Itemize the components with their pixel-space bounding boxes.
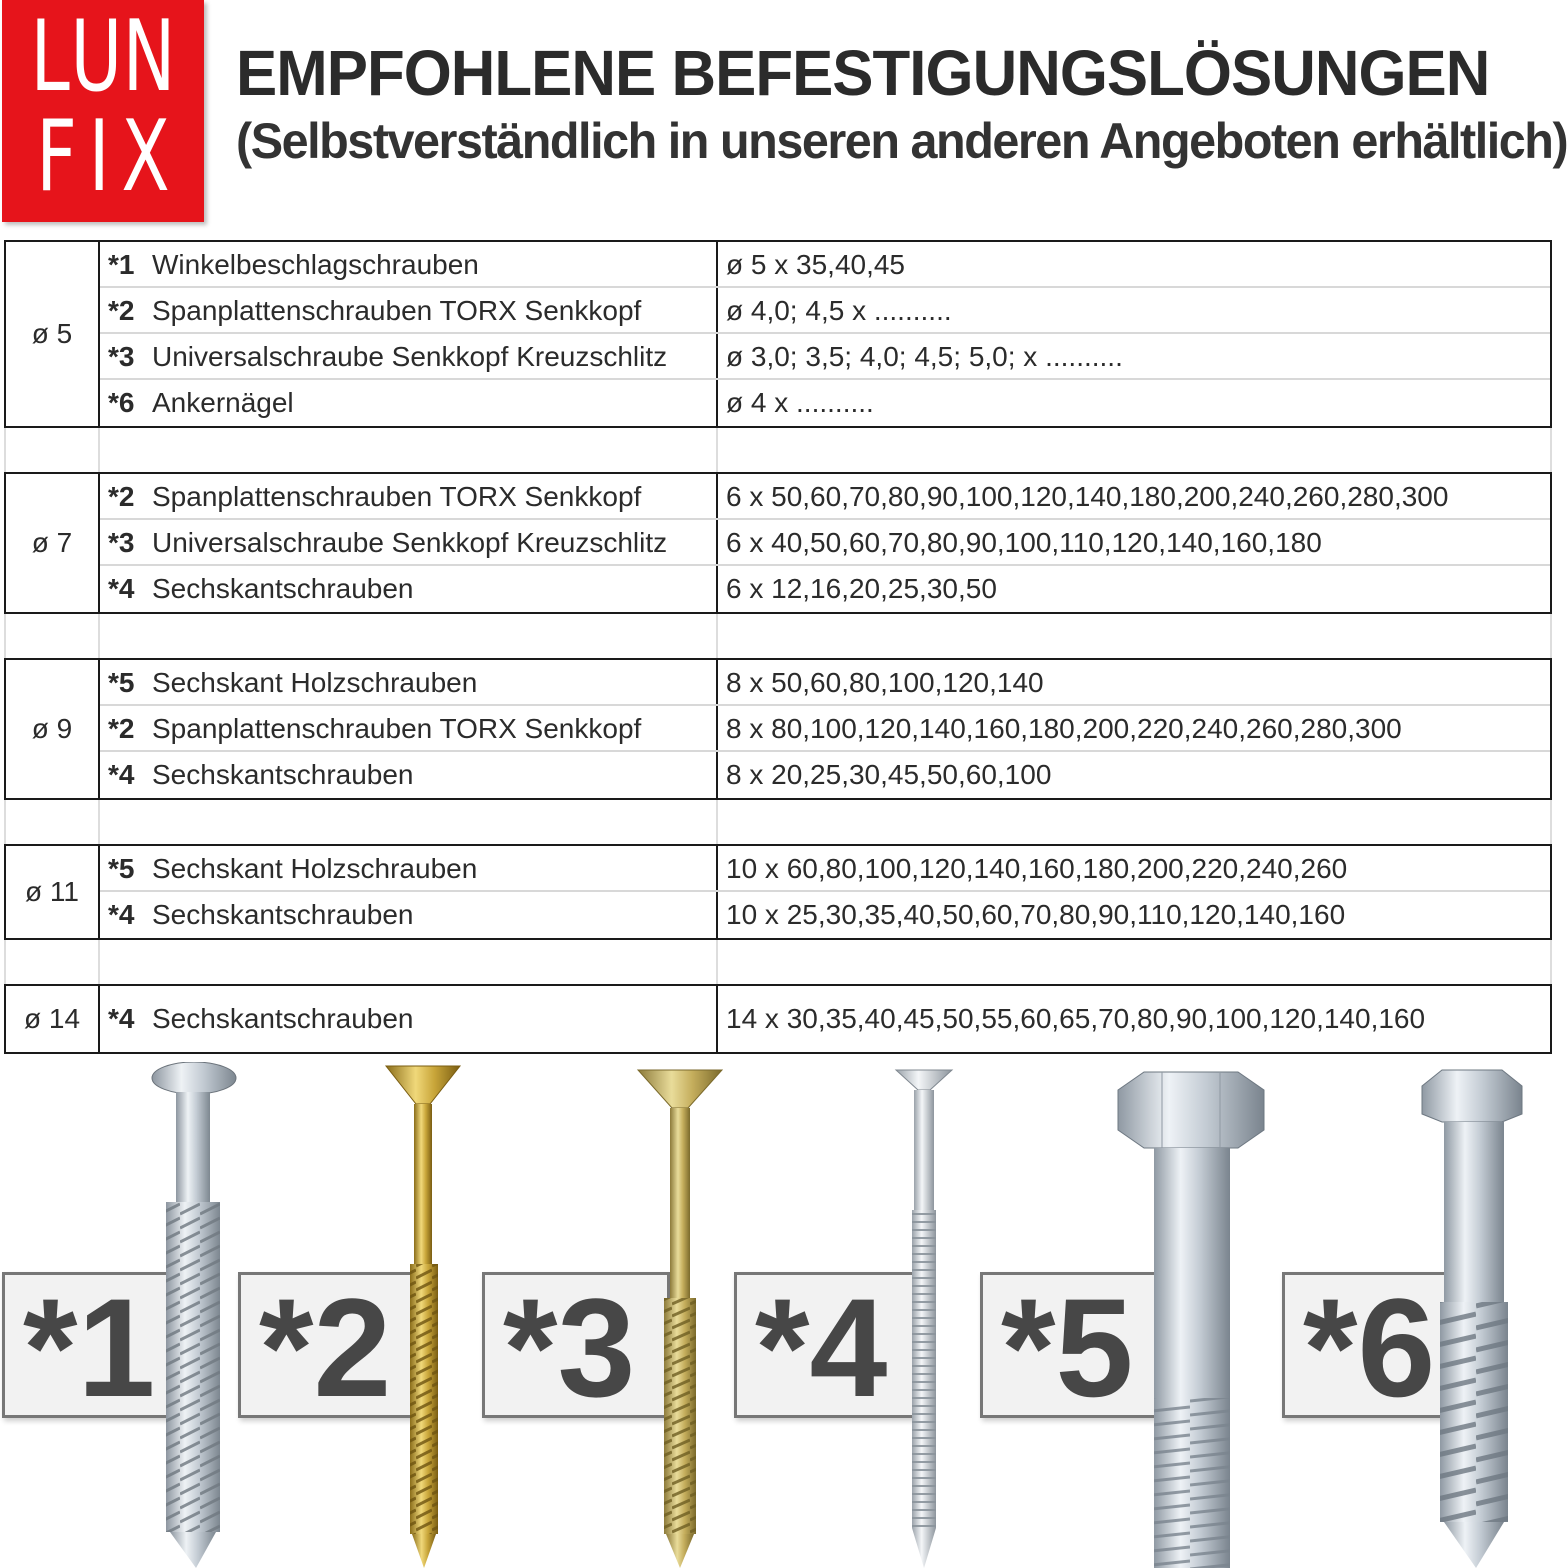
row-mark: *2 bbox=[108, 295, 135, 326]
label-3: *3 bbox=[482, 1272, 670, 1418]
group-d14 bbox=[4, 984, 1552, 1054]
row-name: Sechskantschrauben bbox=[152, 573, 414, 604]
diameter-cell: ø 9 bbox=[6, 660, 100, 798]
logo-line-2: F I X bbox=[36, 100, 170, 214]
row-mark: *5 bbox=[108, 853, 135, 884]
row-name: Sechskantschrauben bbox=[152, 899, 414, 930]
diameter-cell: ø 11 bbox=[6, 846, 100, 938]
torx-countersunk-screw-icon bbox=[384, 1064, 462, 1568]
lunfix-logo bbox=[2, 0, 204, 222]
cross-slot-countersunk-screw-icon bbox=[636, 1066, 726, 1568]
row-name: Universalschraube Senkkopf Kreuzschlitz bbox=[152, 527, 668, 558]
row-name: Universalschraube Senkkopf Kreuzschlitz bbox=[152, 341, 668, 372]
row-spec: 6 x 12,16,20,25,30,50 bbox=[726, 573, 997, 604]
row-mark: *4 bbox=[108, 899, 135, 930]
table-row bbox=[100, 474, 1550, 520]
row-mark: *3 bbox=[108, 527, 135, 558]
row-spec: 8 x 20,25,30,45,50,60,100 bbox=[726, 759, 1052, 790]
group-spacer bbox=[4, 428, 1552, 472]
label-5: *5 bbox=[980, 1272, 1160, 1418]
row-name: Spanplattenschrauben TORX Senkkopf bbox=[152, 713, 642, 744]
row-mark: *1 bbox=[108, 249, 135, 280]
group-d9 bbox=[4, 658, 1552, 800]
label-2: *2 bbox=[238, 1272, 418, 1418]
table-row bbox=[100, 286, 1550, 334]
table-row bbox=[100, 564, 1550, 612]
row-spec: 6 x 40,50,60,70,80,90,100,110,120,140,160,180 bbox=[726, 527, 1322, 558]
table-row bbox=[100, 890, 1550, 938]
row-mark: *3 bbox=[108, 341, 135, 372]
table-row bbox=[100, 846, 1550, 892]
row-mark: *6 bbox=[108, 387, 135, 418]
logo-line-1: L U N bbox=[30, 0, 176, 114]
row-spec: ø 4 x .......... bbox=[726, 387, 874, 418]
row-spec: ø 4,0; 4,5 x .......... bbox=[726, 295, 952, 326]
hex-bolt-icon bbox=[1114, 1068, 1268, 1568]
row-name: Sechskantschrauben bbox=[152, 1003, 414, 1034]
table-row bbox=[100, 660, 1550, 706]
table-row bbox=[100, 332, 1550, 380]
table-row bbox=[100, 518, 1550, 566]
row-mark: *4 bbox=[108, 759, 135, 790]
row-mark: *2 bbox=[108, 481, 135, 512]
group-spacer bbox=[4, 940, 1552, 984]
group-spacer bbox=[4, 614, 1552, 658]
page-title: EMPFOHLENE BEFESTIGUNGSLÖSUNGEN bbox=[236, 37, 1490, 109]
row-spec: 10 x 60,80,100,120,140,160,180,200,220,240,260 bbox=[726, 853, 1348, 884]
table-row bbox=[100, 378, 1550, 426]
diameter-cell: ø 14 bbox=[6, 986, 100, 1052]
diameter-cell: ø 7 bbox=[6, 474, 100, 612]
label-4: *4 bbox=[734, 1272, 916, 1418]
group-spacer bbox=[4, 800, 1552, 844]
row-name: Winkelbeschlagschrauben bbox=[152, 249, 479, 280]
table-row bbox=[100, 996, 1550, 1042]
row-name: Sechskant Holzschrauben bbox=[152, 667, 478, 698]
row-name: Sechskant Holzschrauben bbox=[152, 853, 478, 884]
table-row bbox=[100, 242, 1550, 288]
row-name: Spanplattenschrauben TORX Senkkopf bbox=[152, 295, 642, 326]
group-d7 bbox=[4, 472, 1552, 614]
ring-shank-nail-icon bbox=[894, 1066, 954, 1568]
row-mark: *4 bbox=[108, 573, 135, 604]
group-d5 bbox=[4, 240, 1552, 428]
row-mark: *5 bbox=[108, 667, 135, 698]
diameter-cell: ø 5 bbox=[6, 242, 100, 426]
row-mark: *4 bbox=[108, 1003, 135, 1034]
hex-lag-screw-icon bbox=[1416, 1068, 1528, 1568]
row-spec: ø 5 x 35,40,45 bbox=[726, 249, 906, 280]
row-spec: 8 x 80,100,120,140,160,180,200,220,240,260,280,300 bbox=[726, 713, 1402, 744]
table-row bbox=[100, 750, 1550, 798]
page-subtitle: (Selbstverständlich in unseren anderen Angeboten erhältlich) bbox=[236, 113, 1568, 169]
table-row bbox=[100, 704, 1550, 752]
row-spec: ø 3,0; 3,5; 4,0; 4,5; 5,0; x .......... bbox=[726, 341, 1123, 372]
row-name: Spanplattenschrauben TORX Senkkopf bbox=[152, 481, 642, 512]
label-1: *1 bbox=[2, 1272, 188, 1418]
row-name: Sechskantschrauben bbox=[152, 759, 414, 790]
row-spec: 14 x 30,35,40,45,50,55,60,65,70,80,90,100,120,140,160 bbox=[726, 1003, 1426, 1034]
row-mark: *2 bbox=[108, 713, 135, 744]
pan-head-screw-icon bbox=[140, 1062, 250, 1568]
group-d11 bbox=[4, 844, 1552, 940]
row-spec: 8 x 50,60,80,100,120,140 bbox=[726, 667, 1044, 698]
row-spec: 10 x 25,30,35,40,50,60,70,80,90,110,120,140,160 bbox=[726, 899, 1346, 930]
label-6: *6 bbox=[1282, 1272, 1464, 1418]
row-name: Ankernägel bbox=[152, 387, 294, 418]
row-spec: 6 x 50,60,70,80,90,100,120,140,180,200,240,260,280,300 bbox=[726, 481, 1449, 512]
